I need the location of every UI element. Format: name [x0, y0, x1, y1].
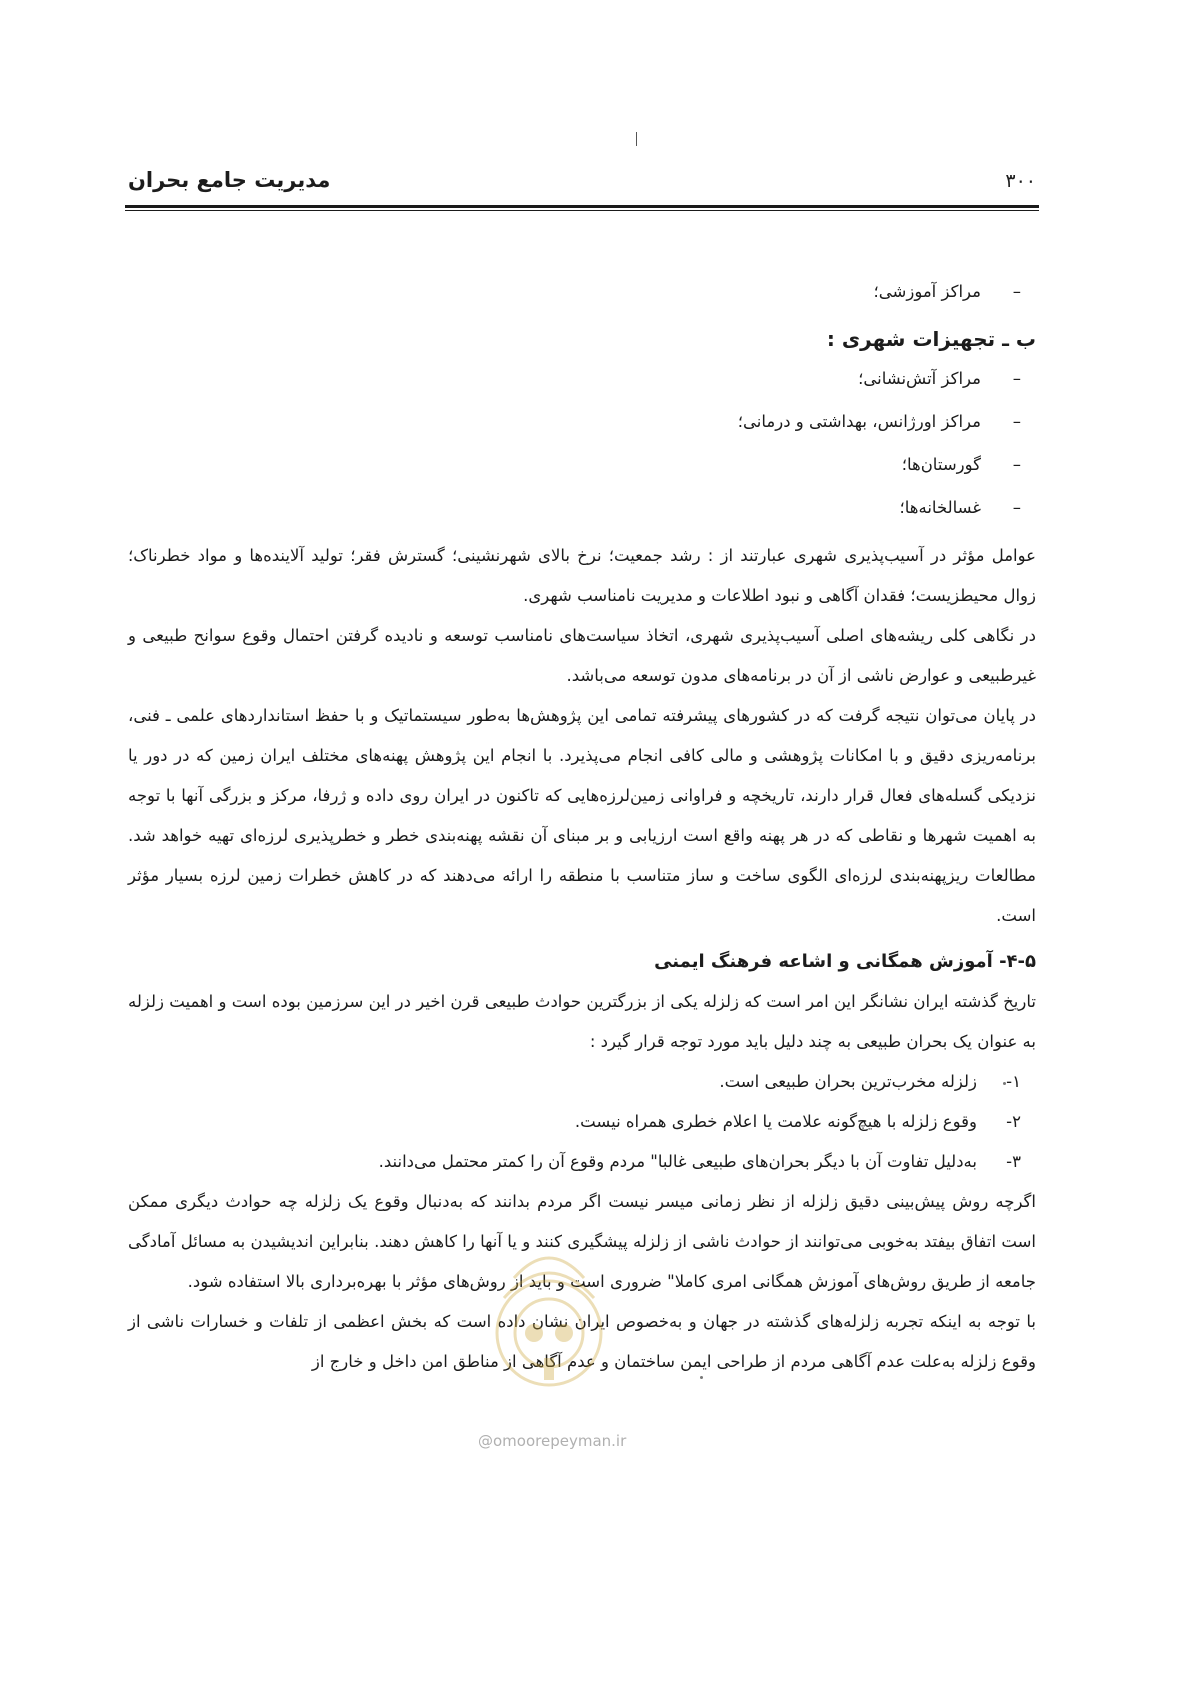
bullet-text: غسالخانه‌ها؛	[899, 498, 981, 517]
paragraph: با توجه به اینکه تجربه زلزله‌های گذشته در جهان و به‌خصوص ایران نشان داده است که بخش اعظمی از تلفات و خسارات ناشی از وقوع زلزله به‌علت عدم آگاهی مردم از طراحی ایمن ساختمان و عدم آگاهی از مناطق امن داخل و خارج از	[128, 1312, 1036, 1371]
scan-tick-mark	[636, 132, 637, 146]
bullet-dash: –	[1012, 455, 1021, 474]
bullet-text: مراکز اورژانس، بهداشتی و درمانی؛	[737, 412, 981, 431]
paragraph: تاریخ گذشته ایران نشانگر این امر است که زلزله یکی از بزرگترین حوادث طبیعی قرن اخیر در این سرزمین بوده است و اهمیت زلزله به عنوان یک بحران طبیعی به چند دلیل باید مورد توجه قرار گیرد :	[128, 992, 1036, 1051]
paragraph: عوامل مؤثر در آسیب‌پذیری شهری عبارتند از : رشد جمعیت؛ نرخ بالای شهرنشینی؛ گسترش فقر؛ تولید آلاینده‌ها و مواد خطرناک؛ زوال محیطزیست؛ فقدان آگاهی و نبود اطلاعات و مدیریت نامناسب شهری.	[128, 546, 1036, 605]
bullet-item	[128, 453, 1036, 496]
stray-dot	[700, 1376, 703, 1379]
paragraph: اگرچه روش پیش‌بینی دقیق زلزله از نظر زمانی میسر نیست اگر مردم بدانند که به‌دنبال وقوع یک زلزله چه حوادث دیگری ممکن است اتفاق بیفتد به‌خوبی می‌توانند از حوادث ناشی از زلزله پیشگیری کنند و یا آنها را کاهش دهند. بنابراین اندیشیدن به مسائل آمادگی جامعه از طریق روش‌های آموزش همگانی امری کاملا" ضروری است و باید از روش‌های مؤثر با بهره‌برداری بالا استفاده شود.	[128, 1192, 1036, 1291]
watermark-logo-icon	[474, 1238, 624, 1408]
bullet-dash: –	[1012, 412, 1021, 431]
numbered-item	[128, 1102, 1036, 1142]
item-number: ۱-	[1006, 1072, 1021, 1091]
page-number: ۳۰۰	[1005, 170, 1036, 192]
bullet-dash: –	[1012, 282, 1021, 301]
item-text: به‌دلیل تفاوت آن با دیگر بحران‌های طبیعی غالبا" مردم وقوع آن را کمتر محتمل می‌دانند.	[378, 1152, 977, 1171]
paragraph: در نگاهی کلی ریشه‌های اصلی آسیب‌پذیری شهری، اتخاذ سیاست‌های نامناسب توسعه و نادیده گرفتن احتمال وقوع سوانح طبیعی و غیرطبیعی و عوارض ناشی از آن در برنامه‌های مدون توسعه می‌باشد.	[128, 626, 1036, 685]
bullet-item	[128, 280, 1036, 324]
item-number: ۳-	[1006, 1152, 1021, 1171]
numbered-item	[128, 1142, 1036, 1182]
page-header	[128, 168, 1036, 208]
header-rule	[125, 205, 1039, 208]
running-title: مدیریت جامع بحران	[128, 168, 331, 192]
stray-dot	[1003, 1082, 1006, 1085]
page-body	[128, 280, 1036, 1382]
bullet-text: گورستان‌ها؛	[901, 455, 981, 474]
bullet-item	[128, 496, 1036, 536]
section-heading-b: ب ـ تجهیزات شهری :	[826, 327, 1036, 351]
watermark-url: @omoorepeyman.ir	[478, 1432, 627, 1450]
item-text: وقوع زلزله با هیچ‌گونه علامت یا اعلام خطری همراه نیست.	[574, 1112, 977, 1131]
section-heading-4-5: ۴-۵- آموزش همگانی و اشاعه فرهنگ ایمنی	[654, 951, 1036, 972]
bullet-item	[128, 367, 1036, 410]
bullet-item	[128, 410, 1036, 453]
numbered-item	[128, 1062, 1036, 1102]
item-number: ۲-	[1006, 1112, 1021, 1131]
header-rule-thin	[125, 210, 1039, 211]
bullet-dash: –	[1012, 498, 1021, 517]
bullet-text: مراکز آتش‌نشانی؛	[858, 369, 981, 388]
item-text: زلزله مخرب‌ترین بحران طبیعی است.	[719, 1072, 977, 1091]
paragraph: در پایان می‌توان نتیجه گرفت که در کشورهای پیشرفته تمامی این پژوهش‌ها به‌طور سیستماتیک و با حفظ استانداردهای علمی ـ فنی، برنامه‌ریزی دقیق و با امکانات پژوهشی و مالی کافی انجام می‌پذیرد. با انجام این پژوهش پهنه‌های مختلف ایران زمین که در دور یا نزدیکی گسله‌های فعال قرار دارند، تاریخچه و فراوانی زمین‌لرزه‌هایی که تاکنون در ایران روی داده و ژرفا، مرکز و بزرگی آنها با توجه به اهمیت شهرها و نقاطی که در هر پهنه واقع است ارزیابی و بر مبنای آن نقشه پهنه‌بندی خطر و خطرپذیری لرزه‌ای تهیه خواهد شد. مطالعات ریزپهنه‌بندی لرزه‌ای الگوی ساخت و ساز متناسب با منطقه را ارائه می‌دهند که در کاهش خطرات زمین لرزه بسیار مؤثر است.	[128, 706, 1036, 925]
bullet-dash: –	[1012, 369, 1021, 388]
bullet-text: مراکز آموزشی؛	[873, 282, 981, 301]
